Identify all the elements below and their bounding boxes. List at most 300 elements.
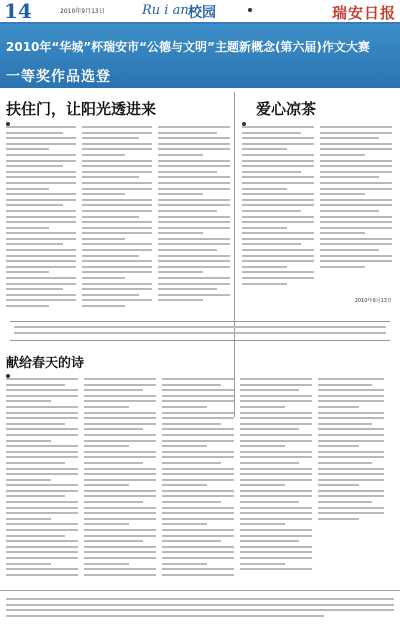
- text-line: [6, 598, 394, 600]
- text-line: [242, 283, 287, 285]
- text-line: [318, 417, 384, 419]
- text-line: [158, 204, 230, 206]
- text-line: [82, 210, 152, 212]
- text-line: [320, 188, 392, 190]
- masthead-logo: 瑞安日报: [331, 4, 396, 22]
- text-line: [84, 462, 143, 464]
- text-line: [242, 210, 301, 212]
- article-3-col-5: [318, 378, 384, 523]
- text-line: [84, 417, 156, 419]
- text-line: [84, 540, 143, 542]
- text-line: [6, 557, 78, 559]
- text-line: [6, 176, 76, 178]
- text-line: [318, 395, 384, 397]
- text-line: [320, 199, 392, 201]
- text-line: [6, 501, 78, 503]
- text-line: [162, 473, 234, 475]
- text-line: [240, 495, 312, 497]
- text-line: [320, 193, 365, 195]
- text-line: [84, 518, 156, 520]
- text-line: [82, 271, 152, 273]
- text-line: [162, 490, 234, 492]
- text-line: [158, 132, 217, 134]
- text-line: [158, 221, 230, 223]
- text-line: [84, 546, 156, 548]
- text-line: [84, 434, 156, 436]
- text-line: [240, 518, 312, 520]
- text-line: [84, 445, 129, 447]
- text-line: [242, 188, 287, 190]
- text-line: [240, 462, 299, 464]
- text-line: [318, 445, 359, 447]
- text-line: [158, 171, 217, 173]
- text-line: [240, 479, 312, 481]
- byline-icon: [6, 374, 10, 378]
- text-line: [242, 266, 287, 268]
- page-number: 14: [4, 0, 32, 23]
- text-line: [82, 288, 152, 290]
- text-line: [240, 389, 299, 391]
- text-line: [6, 535, 65, 537]
- text-line: [6, 473, 78, 475]
- text-line: [318, 428, 384, 430]
- text-line: [162, 529, 234, 531]
- text-line: [6, 604, 394, 606]
- article-1: [6, 98, 230, 127]
- text-line: [6, 406, 78, 408]
- text-line: [158, 227, 230, 229]
- text-line: [162, 389, 234, 391]
- text-line: [84, 468, 156, 470]
- footer-divider: [0, 590, 400, 591]
- text-line: [318, 501, 372, 503]
- text-line: [158, 283, 230, 285]
- text-line: [6, 518, 51, 520]
- text-line: [318, 495, 384, 497]
- text-line: [82, 148, 152, 150]
- text-line: [84, 523, 129, 525]
- text-line: [158, 160, 230, 162]
- text-line: [6, 456, 78, 458]
- text-line: [6, 143, 76, 145]
- text-line: [158, 271, 203, 273]
- text-line: [84, 440, 156, 442]
- text-line: [240, 546, 312, 548]
- text-line: [6, 451, 78, 453]
- text-line: [82, 126, 152, 128]
- text-line: [162, 395, 234, 397]
- text-line: [162, 417, 234, 419]
- text-line: [318, 484, 359, 486]
- text-line: [6, 540, 78, 542]
- text-line: [158, 165, 230, 167]
- text-line: [82, 143, 152, 145]
- text-line: [162, 557, 234, 559]
- text-line: [6, 574, 78, 576]
- text-line: [84, 568, 156, 570]
- text-line: [318, 507, 384, 509]
- text-line: [320, 171, 392, 173]
- text-line: [162, 412, 234, 414]
- text-line: [318, 389, 384, 391]
- text-line: [318, 451, 384, 453]
- text-line: [84, 423, 156, 425]
- text-line: [84, 574, 156, 576]
- text-line: [240, 568, 312, 570]
- text-line: [318, 440, 384, 442]
- text-line: [242, 126, 314, 128]
- text-line: [242, 243, 301, 245]
- banner-title: 2010年“华城”杯瑞安市“公德与文明”主题新概念(第六届)作文大赛: [6, 40, 370, 54]
- text-line: [158, 210, 217, 212]
- text-line: [6, 512, 78, 514]
- signature-date: 2010年9月13日: [354, 298, 392, 304]
- text-line: [6, 563, 51, 565]
- text-line: [158, 255, 230, 257]
- text-line: [6, 260, 76, 262]
- text-line: [240, 563, 285, 565]
- text-line: [6, 417, 78, 419]
- footer-note-lines: [6, 598, 394, 620]
- article-2-body: [242, 126, 394, 296]
- text-line: [6, 137, 76, 139]
- article-2: [242, 98, 392, 127]
- text-line: [158, 216, 230, 218]
- text-line: [158, 238, 230, 240]
- byline-icon: [6, 122, 10, 126]
- text-line: [318, 468, 384, 470]
- header-meta: [248, 7, 252, 13]
- text-line: [6, 495, 65, 497]
- text-line: [82, 137, 139, 139]
- article-1-title: 扶住门，让阳光透进来: [6, 100, 157, 118]
- text-line: [82, 305, 125, 307]
- text-line: [82, 204, 152, 206]
- text-line: [320, 266, 365, 268]
- text-line: [82, 243, 152, 245]
- text-line: [6, 551, 78, 553]
- text-line: [6, 423, 65, 425]
- text-line: [82, 188, 152, 190]
- text-line: [6, 283, 76, 285]
- text-line: [6, 271, 49, 273]
- text-line: [240, 412, 312, 414]
- text-line: [6, 395, 78, 397]
- text-line: [6, 468, 78, 470]
- text-line: [14, 326, 386, 328]
- text-line: [82, 238, 125, 240]
- article-2-title: 爱心凉茶: [256, 100, 317, 118]
- text-line: [6, 160, 76, 162]
- text-line: [320, 238, 392, 240]
- text-line: [82, 266, 152, 268]
- text-line: [240, 440, 312, 442]
- byline-icon: [242, 122, 246, 126]
- text-line: [162, 378, 234, 380]
- text-line: [320, 210, 379, 212]
- text-line: [240, 501, 299, 503]
- bullet-icon: [248, 8, 252, 12]
- text-line: [240, 468, 312, 470]
- text-line: [6, 490, 78, 492]
- article-3-col-3: [162, 378, 234, 579]
- text-line: [240, 490, 312, 492]
- text-line: [6, 484, 78, 486]
- text-line: [240, 400, 312, 402]
- text-line: [84, 400, 156, 402]
- text-line: [162, 551, 234, 553]
- text-line: [320, 243, 392, 245]
- text-line: [82, 299, 152, 301]
- text-line: [162, 384, 221, 386]
- text-line: [6, 479, 51, 481]
- text-line: [240, 417, 312, 419]
- text-line: [242, 260, 314, 262]
- text-line: [318, 434, 384, 436]
- text-line: [318, 384, 372, 386]
- text-line: [320, 126, 392, 128]
- text-line: [162, 479, 234, 481]
- text-line: [82, 283, 152, 285]
- text-line: [6, 193, 76, 195]
- text-line: [158, 193, 203, 195]
- footer-note: [6, 598, 394, 634]
- text-line: [84, 512, 156, 514]
- text-line: [6, 249, 76, 251]
- header-brand: Ru i an: [142, 3, 189, 18]
- text-line: [158, 266, 230, 268]
- text-line: [240, 406, 285, 408]
- text-line: [6, 445, 78, 447]
- text-line: [162, 523, 207, 525]
- text-line: [318, 423, 372, 425]
- text-line: [158, 243, 230, 245]
- text-line: [82, 227, 152, 229]
- text-line: [84, 389, 143, 391]
- text-line: [240, 540, 299, 542]
- article-2-col-1: [242, 126, 314, 288]
- text-line: [82, 132, 152, 134]
- text-line: [6, 462, 65, 464]
- text-line: [84, 395, 156, 397]
- text-line: [162, 518, 234, 520]
- text-line: [162, 540, 221, 542]
- text-line: [84, 551, 156, 553]
- text-line: [6, 204, 63, 206]
- text-line: [6, 299, 76, 301]
- text-line: [242, 148, 287, 150]
- text-line: [242, 154, 314, 156]
- text-line: [162, 406, 207, 408]
- text-line: [158, 288, 217, 290]
- text-line: [240, 445, 285, 447]
- text-line: [162, 423, 221, 425]
- text-line: [84, 384, 156, 386]
- text-line: [240, 384, 312, 386]
- text-line: [318, 490, 384, 492]
- text-line: [6, 378, 78, 380]
- text-line: [320, 249, 379, 251]
- text-line: [320, 216, 392, 218]
- text-line: [158, 148, 230, 150]
- text-line: [84, 501, 143, 503]
- text-line: [6, 389, 78, 391]
- text-line: [242, 199, 314, 201]
- text-line: [82, 232, 152, 234]
- text-line: [320, 143, 392, 145]
- text-line: [158, 232, 203, 234]
- text-line: [84, 563, 129, 565]
- text-line: [6, 238, 76, 240]
- text-line: [84, 535, 156, 537]
- text-line: [162, 462, 221, 464]
- text-line: [6, 154, 76, 156]
- text-line: [82, 294, 139, 296]
- text-line: [162, 512, 234, 514]
- text-line: [240, 535, 312, 537]
- text-line: [6, 384, 65, 386]
- text-line: [240, 529, 312, 531]
- text-line: [158, 260, 230, 262]
- article-1-body: [6, 126, 232, 316]
- text-line: [6, 412, 78, 414]
- text-line: [242, 204, 314, 206]
- text-line: [82, 160, 152, 162]
- text-line: [6, 266, 76, 268]
- banner-subtitle: 一等奖作品选登: [6, 69, 111, 85]
- text-line: [82, 277, 125, 279]
- text-line: [84, 529, 156, 531]
- text-line: [84, 412, 156, 414]
- contest-banner: [0, 24, 400, 88]
- text-line: [162, 563, 207, 565]
- text-line: [162, 440, 234, 442]
- text-line: [240, 423, 312, 425]
- text-line: [6, 546, 78, 548]
- text-line: [320, 204, 392, 206]
- text-line: [6, 277, 76, 279]
- text-line: [84, 473, 156, 475]
- text-line: [162, 501, 221, 503]
- text-line: [82, 171, 152, 173]
- text-line: [158, 176, 230, 178]
- text-line: [84, 484, 129, 486]
- text-line: [318, 378, 384, 380]
- text-line: [6, 440, 51, 442]
- text-line: [240, 434, 312, 436]
- text-line: [6, 199, 76, 201]
- text-line: [162, 434, 234, 436]
- text-line: [318, 479, 384, 481]
- text-line: [6, 428, 78, 430]
- text-line: [82, 193, 125, 195]
- text-line: [82, 260, 152, 262]
- text-line: [242, 143, 314, 145]
- column-divider: [234, 92, 235, 417]
- article-3-title: 献给春天的诗: [6, 356, 85, 371]
- text-line: [162, 451, 234, 453]
- text-line: [242, 271, 314, 273]
- text-line: [320, 137, 379, 139]
- text-line: [162, 507, 234, 509]
- text-line: [162, 468, 234, 470]
- article-2-signature: [300, 298, 392, 305]
- article-1-col-1: [6, 126, 76, 311]
- text-line: [318, 412, 384, 414]
- text-line: [320, 148, 392, 150]
- text-line: [318, 473, 384, 475]
- text-line: [82, 216, 139, 218]
- text-line: [318, 518, 359, 520]
- text-line: [320, 227, 392, 229]
- header-section: 校园: [188, 5, 216, 21]
- text-line: [82, 249, 152, 251]
- text-line: [162, 456, 234, 458]
- text-line: [14, 332, 386, 334]
- text-line: [82, 154, 125, 156]
- text-line: [242, 221, 314, 223]
- text-line: [162, 495, 234, 497]
- text-line: [240, 551, 312, 553]
- text-line: [6, 434, 78, 436]
- text-line: [6, 216, 76, 218]
- text-line: [320, 176, 379, 178]
- text-line: [6, 132, 63, 134]
- text-line: [162, 568, 234, 570]
- text-line: [158, 126, 230, 128]
- text-line: [320, 132, 392, 134]
- text-line: [6, 507, 78, 509]
- article-3-body: [6, 378, 386, 583]
- text-line: [84, 490, 156, 492]
- text-line: [320, 160, 392, 162]
- text-line: [242, 171, 301, 173]
- text-line: [158, 299, 203, 301]
- text-line: [242, 249, 314, 251]
- text-line: [242, 238, 314, 240]
- text-line: [84, 456, 156, 458]
- text-line: [6, 148, 49, 150]
- text-line: [84, 406, 129, 408]
- text-line: [82, 182, 152, 184]
- text-line: [320, 232, 365, 234]
- text-line: [6, 232, 76, 234]
- text-line: [158, 137, 230, 139]
- text-line: [6, 305, 49, 307]
- text-line: [240, 456, 312, 458]
- text-line: [320, 255, 392, 257]
- text-line: [82, 221, 152, 223]
- text-line: [320, 221, 392, 223]
- text-line: [158, 249, 217, 251]
- text-line: [320, 182, 392, 184]
- text-line: [162, 400, 234, 402]
- text-line: [318, 406, 359, 408]
- text-line: [84, 428, 143, 430]
- text-line: [82, 165, 152, 167]
- text-line: [158, 199, 230, 201]
- text-line: [240, 395, 312, 397]
- text-line: [6, 523, 78, 525]
- text-line: [82, 176, 139, 178]
- text-line: [162, 484, 207, 486]
- text-line: [6, 609, 394, 611]
- text-line: [240, 512, 312, 514]
- text-line: [242, 193, 314, 195]
- text-line: [242, 277, 314, 279]
- text-line: [240, 557, 312, 559]
- text-line: [242, 165, 314, 167]
